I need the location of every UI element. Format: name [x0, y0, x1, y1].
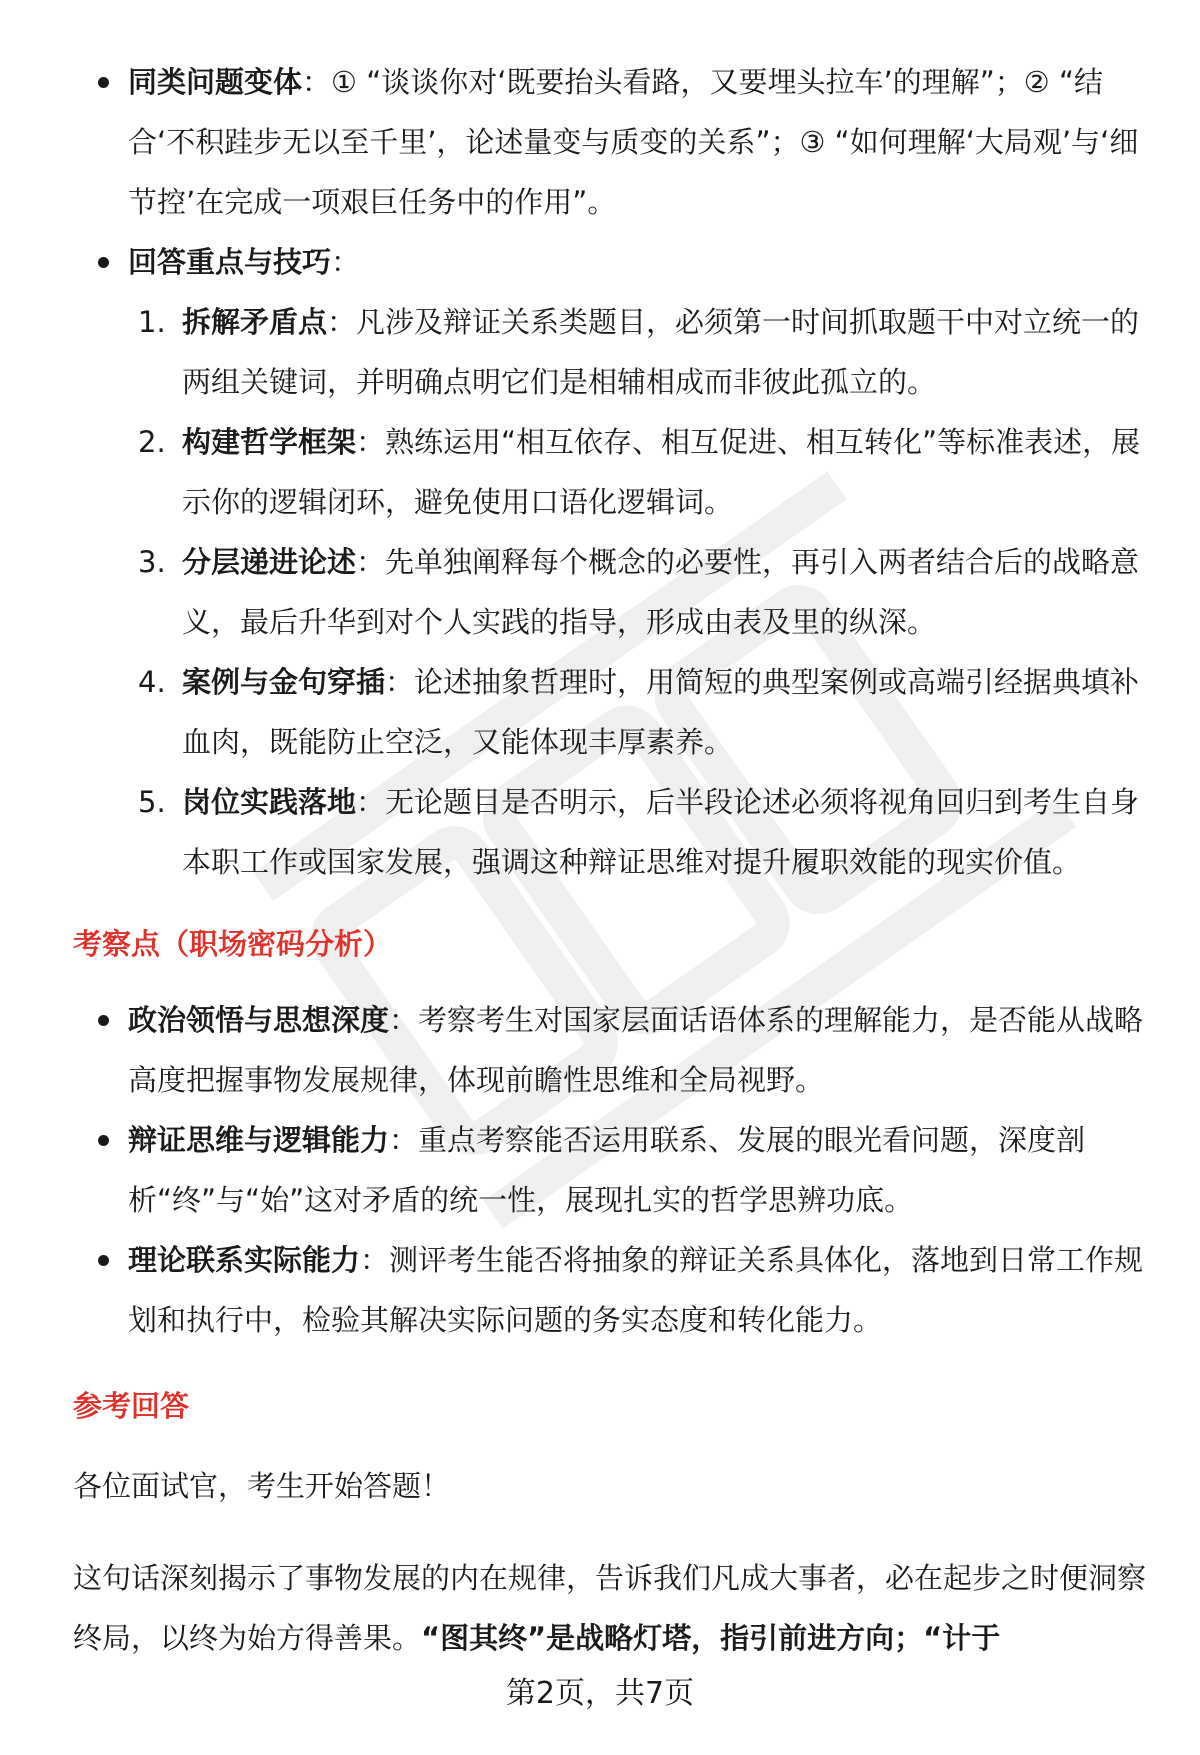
exam-point-sep: ： [389, 1003, 419, 1037]
exam-points-title: 考察点（职场密码分析） [73, 927, 393, 961]
exam-point-text: 重点考察能否运用联系、发展的眼光看问题，深度剖析“终”与“始”这对矛盾的统一性，展现扎实的哲学思辨功底。 [128, 1123, 1086, 1217]
tip-item [0, 772, 1200, 892]
tip-sep: ： [356, 785, 386, 819]
variants-label: 同类问题变体 [128, 65, 303, 99]
tip-item [0, 412, 1200, 532]
variants-bullet [0, 52, 1200, 232]
tip-number: 3. [138, 545, 166, 579]
tip-item [0, 652, 1200, 772]
tip-label: 案例与金句穿插 [182, 665, 386, 699]
tip-number: 5. [138, 785, 166, 819]
exam-point-item [0, 1230, 1200, 1350]
tip-sep: ： [356, 425, 386, 459]
bullet-dot-icon [98, 1255, 109, 1266]
variants-text: ① “谈谈你对‘既要抬头看路，又要埋头拉车’的理解”；② “结合‘不积跬步无以至千里’，论述量变与质变的关系”；③ “如何理解‘大局观’与‘细节控’在完成一项艰巨任务中的作用”。 [128, 65, 1139, 219]
tip-text: 先单独阐释每个概念的必要性，再引入两者结合后的战略意义，最后升华到对个人实践的指导，形成由表及里的纵深。 [182, 545, 1140, 639]
reference-title: 参考回答 [73, 1389, 190, 1423]
bullet-dot-icon [98, 1015, 109, 1026]
exam-point-text: 考察考生对国家层面话语体系的理解能力，是否能从战略高度把握事物发展规律，体现前瞻性思维和全局视野。 [128, 1003, 1144, 1097]
tips-numbered-list [0, 292, 1200, 892]
variants-sep: ： [302, 65, 332, 99]
reference-greeting: 各位面试官，考生开始答题！ [73, 1469, 451, 1503]
variants-list [0, 52, 1200, 892]
tip-item [0, 532, 1200, 652]
exam-point-label: 理论联系实际能力 [128, 1243, 361, 1277]
tip-text: 凡涉及辩证关系类题目，必须第一时间抓取题干中对立统一的两组关键词，并明确点明它们是相辅相成而非彼此孤立的。 [182, 305, 1140, 399]
tip-number: 2. [138, 425, 166, 459]
tip-number: 4. [138, 665, 166, 699]
exam-point-text: 测评考生能否将抽象的辩证关系具体化，落地到日常工作规划和执行中，检验其解决实际问题的务实态度和转化能力。 [128, 1243, 1144, 1337]
tips-bullet [0, 232, 1200, 892]
reference-paragraph [73, 1548, 1162, 1668]
exam-point-label: 政治领悟与思想深度 [128, 1003, 390, 1037]
tip-item [0, 292, 1200, 412]
exam-point-sep: ： [389, 1123, 419, 1157]
tips-label: 回答重点与技巧 [128, 245, 332, 279]
tip-text: 熟练运用“相互依存、相互促进、相互转化”等标准表述，展示你的逻辑闭环，避免使用口语化逻辑词。 [182, 425, 1141, 519]
exam-points-list [0, 990, 1200, 1350]
bullet-dot-icon [98, 1135, 109, 1146]
bullet-dot-icon [98, 77, 109, 88]
page-number: 第2页，共7页 [505, 1676, 695, 1711]
tip-label: 拆解矛盾点 [182, 305, 328, 339]
exam-point-item [0, 1110, 1200, 1230]
tip-text: 论述抽象哲理时，用简短的典型案例或高端引经据典填补血肉，既能防止空泛，又能体现丰厚素养。 [182, 665, 1140, 759]
reference-paragraph-text: 这句话深刻揭示了事物发展的内在规律，告诉我们凡成大事者，必在起步之时便洞察终局，以终为始方得善果。 [73, 1561, 1147, 1655]
bullet-dot-icon [98, 257, 109, 268]
tip-sep: ： [356, 545, 386, 579]
tip-label: 构建哲学框架 [182, 425, 357, 459]
tip-number: 1. [138, 305, 166, 339]
tip-text: 无论题目是否明示，后半段论述必须将视角回归到考生自身本职工作或国家发展，强调这种辩证思维对提升履职效能的现实价值。 [182, 785, 1140, 879]
exam-point-label: 辩证思维与逻辑能力 [128, 1123, 390, 1157]
tip-label: 岗位实践落地 [182, 785, 357, 819]
tips-sep: ： [331, 245, 361, 279]
tip-label: 分层递进论述 [182, 545, 357, 579]
exam-point-sep: ： [360, 1243, 390, 1277]
exam-point-item [0, 990, 1200, 1110]
reference-paragraph-bold: “图其终”是战略灯塔，指引前进方向；“计于 [421, 1621, 1001, 1655]
tip-sep: ： [327, 305, 357, 339]
tip-sep: ： [385, 665, 415, 699]
